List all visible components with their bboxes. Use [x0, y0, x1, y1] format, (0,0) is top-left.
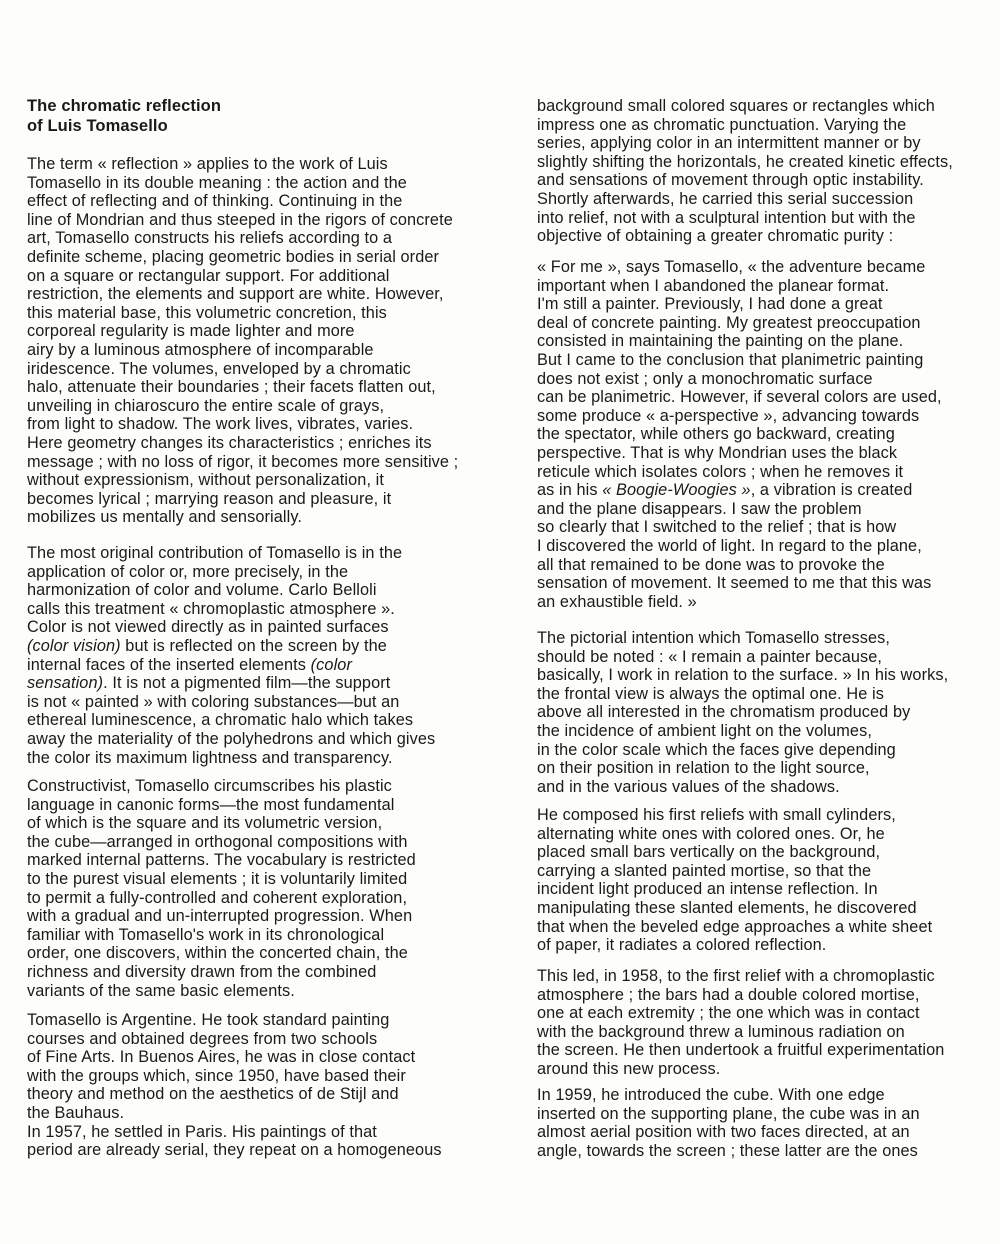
paragraph: [537, 629, 948, 796]
text-line: This led, in 1958, to the first relief with a chromoplastic: [537, 967, 935, 985]
text-line: Here geometry changes its characteristics ; enriches its: [27, 433, 432, 452]
text-line: important when I abandoned the planear format.: [537, 276, 890, 295]
text-line: Color is not viewed directly as in painted surfaces: [27, 618, 389, 637]
text-line: reticule which isolates colors ; when he removes it: [537, 462, 904, 481]
article-title: [27, 97, 221, 136]
text-line: Shortly afterwards, he carried this serial succession: [537, 189, 914, 208]
text-line: The most original contribution of Tomasello is in the: [27, 544, 403, 562]
paragraph: [27, 1011, 442, 1160]
text-line: incident light produced an intense reflection. In: [537, 880, 878, 899]
text-line: In 1959, he introduced the cube. With one edge: [537, 1086, 885, 1104]
paragraph: [27, 544, 435, 767]
text-line: away the materiality of the polyhedrons and which gives: [27, 729, 436, 748]
text-line: atmosphere ; the bars had a double colored mortise,: [537, 985, 920, 1004]
text-line: corporeal regularity is made lighter and more: [27, 322, 355, 341]
text-line: He composed his first reliefs with small cylinders,: [537, 806, 896, 824]
text-line: sensation of movement. It seemed to me that this was: [537, 574, 932, 593]
text-line: But I came to the conclusion that planimetric painting: [537, 350, 924, 369]
text-line: « For me », says Tomasello, « the adventure became: [537, 258, 926, 276]
text-line: without expressionism, without personalization, it: [27, 471, 385, 490]
text-line: Tomasello in its double meaning : the action and the: [27, 173, 407, 192]
text-line: harmonization of color and volume. Carlo Belloli: [27, 581, 377, 600]
text-line: order, one discovers, within the concerted chain, the: [27, 944, 408, 963]
text-line: all that remained to be done was to provoke the: [537, 555, 885, 574]
title-line-2: of Luis Tomasello: [27, 116, 168, 135]
text-line: one at each extremity ; the one which was in contact: [537, 1004, 920, 1023]
text-line: to the purest visual elements ; it is voluntarily limited: [27, 869, 408, 888]
text-line: and in the various values of the shadows.: [537, 777, 840, 796]
text-line: perspective. That is why Mondrian uses the black: [537, 443, 898, 462]
text-line: placed small bars vertically on the background,: [537, 843, 881, 862]
text-line: of paper, it radiates a colored reflection.: [537, 936, 827, 955]
text-line: In 1957, he settled in Paris. His paintings of that: [27, 1122, 377, 1141]
text-line: iridescence. The volumes, enveloped by a chromatic: [27, 359, 411, 378]
text-line: does not exist ; only a monochromatic surface: [537, 369, 873, 388]
text-line: richness and diversity drawn from the combined: [27, 962, 377, 981]
text-line: is not « painted » with coloring substances—but an: [27, 692, 400, 711]
text-line: background small colored squares or rectangles which: [537, 97, 935, 115]
text-line: language in canonic forms—the most fundamental: [27, 795, 395, 814]
text-line: the color its maximum lightness and transparency.: [27, 748, 393, 767]
paragraph: [537, 967, 944, 1079]
text-line: Constructivist, Tomasello circumscribes his plastic: [27, 777, 392, 795]
text-line: with the groups which, since 1950, have based their: [27, 1066, 406, 1085]
text-line: series, applying color in an intermittent manner or by: [537, 134, 921, 153]
paragraph: [27, 155, 458, 527]
text-line: the Bauhaus.: [27, 1103, 125, 1122]
text-line: inserted on the supporting plane, the cube was in an: [537, 1104, 920, 1123]
text-line: Tomasello is Argentine. He took standard painting: [27, 1011, 390, 1029]
paragraph: [27, 777, 416, 1000]
text-line: of Fine Arts. In Buenos Aires, he was in close contact: [27, 1048, 416, 1067]
text-line: of which is the square and its volumetric version,: [27, 814, 383, 833]
text-line: airy by a luminous atmosphere of incomparable: [27, 340, 374, 359]
text-line: so clearly that I switched to the relief ; that is how: [537, 518, 897, 537]
text-line: mobilizes us mentally and sensorially.: [27, 508, 302, 527]
text-line: slightly shifting the horizontals, he created kinetic effects,: [537, 152, 953, 171]
text-line: variants of the same basic elements.: [27, 981, 295, 1000]
text-line: I discovered the world of light. In regard to the plane,: [537, 536, 922, 555]
text-line: basically, I work in relation to the surface. » In his works,: [537, 666, 949, 685]
text-line: from light to shadow. The work lives, vibrates, varies.: [27, 415, 414, 434]
text-line: deal of concrete painting. My greatest preoccupation: [537, 313, 921, 332]
text-line: impress one as chromatic punctuation. Varying the: [537, 115, 907, 134]
text-line: into relief, not with a sculptural intention but with the: [537, 208, 916, 227]
text-line: in the color scale which the faces give depending: [537, 740, 896, 759]
text-line: unveiling in chiaroscuro the entire scale of grays,: [27, 396, 385, 415]
text-line: art, Tomasello constructs his reliefs according to a: [27, 229, 393, 248]
text-line: the screen. He then undertook a fruitful experimentation: [537, 1041, 945, 1060]
text-line: angle, towards the screen ; these latter are the ones: [537, 1141, 918, 1160]
text-line: application of color or, more precisely, in the: [27, 562, 349, 581]
text-line: almost aerial position with two faces directed, at an: [537, 1123, 910, 1142]
text-line: on a square or rectangular support. For additional: [27, 266, 390, 285]
text-line: internal faces of the inserted elements (color: [27, 655, 352, 674]
text-line: an exhaustible field. »: [537, 592, 697, 611]
text-line: familiar with Tomasello's work in its chronological: [27, 925, 385, 944]
text-line: halo, attenuate their boundaries ; their facets flatten out,: [27, 378, 436, 397]
text-line: this material base, this volumetric concretion, this: [27, 303, 387, 322]
text-line: period are already serial, they repeat on a homogeneous: [27, 1141, 442, 1160]
text-line: with a gradual and un-interrupted progression. When: [27, 907, 413, 926]
text-line: some produce « a-perspective », advancing towards: [537, 406, 920, 425]
text-line: manipulating these slanted elements, he discovered: [537, 898, 917, 917]
text-line: and sensations of movement through optic instability.: [537, 171, 924, 190]
text-line: ethereal luminescence, a chromatic halo which takes: [27, 711, 414, 730]
paragraph: [537, 258, 942, 611]
text-line: I'm still a painter. Previously, I had done a great: [537, 295, 883, 314]
text-line: sensation). It is not a pigmented film—the support: [27, 674, 391, 693]
text-line: alternating white ones with colored ones. Or, he: [537, 824, 885, 843]
text-line: carrying a slanted painted mortise, so that the: [537, 861, 872, 880]
text-line: message ; with no loss of rigor, it becomes more sensitive ;: [27, 452, 459, 471]
text-line: to permit a fully-controlled and coherent exploration,: [27, 888, 408, 907]
text-line: effect of reflecting and of thinking. Continuing in the: [27, 192, 403, 211]
text-line: restriction, the elements and support are white. However,: [27, 285, 444, 304]
paragraph: [537, 1086, 920, 1160]
paragraph: [537, 806, 932, 955]
paragraph: [537, 97, 953, 246]
text-line: (color vision) but is reflected on the screen by the: [27, 636, 387, 655]
text-line: that when the beveled edge approaches a white sheet: [537, 917, 933, 936]
text-line: the incidence of ambient light on the volumes,: [537, 721, 872, 740]
text-line: The pictorial intention which Tomasello stresses,: [537, 629, 890, 647]
text-line: above all interested in the chromatism produced by: [537, 703, 911, 722]
text-line: The term « reflection » applies to the work of Luis: [27, 155, 388, 173]
text-line: objective of obtaining a greater chromatic purity :: [537, 227, 894, 246]
text-line: should be noted : « I remain a painter because,: [537, 647, 883, 666]
text-line: theory and method on the aesthetics of de Stijl and: [27, 1085, 399, 1104]
text-line: can be planimetric. However, if several colors are used,: [537, 388, 942, 407]
text-line: on their position in relation to the light source,: [537, 759, 870, 778]
text-line: as in his « Boogie-Woogies », a vibration is created: [537, 481, 913, 500]
text-line: calls this treatment « chromoplastic atmosphere ».: [27, 599, 395, 618]
text-line: line of Mondrian and thus steeped in the rigors of concrete: [27, 210, 453, 229]
text-line: courses and obtained degrees from two schools: [27, 1029, 378, 1048]
text-line: definite scheme, placing geometric bodies in serial order: [27, 247, 440, 266]
text-line: marked internal patterns. The vocabulary is restricted: [27, 851, 416, 870]
text-line: and the plane disappears. I saw the problem: [537, 499, 862, 518]
text-line: the cube—arranged in orthogonal compositions with: [27, 832, 408, 851]
text-line: consisted in maintaining the painting on the plane.: [537, 332, 904, 351]
title-line-1: The chromatic reflection: [27, 97, 222, 115]
text-line: becomes lyrical ; marrying reason and pleasure, it: [27, 489, 392, 508]
text-line: around this new process.: [537, 1059, 721, 1078]
text-line: the spectator, while others go backward, creating: [537, 425, 895, 444]
text-line: the frontal view is always the optimal one. He is: [537, 684, 884, 703]
text-line: with the background threw a luminous radiation on: [537, 1022, 905, 1041]
